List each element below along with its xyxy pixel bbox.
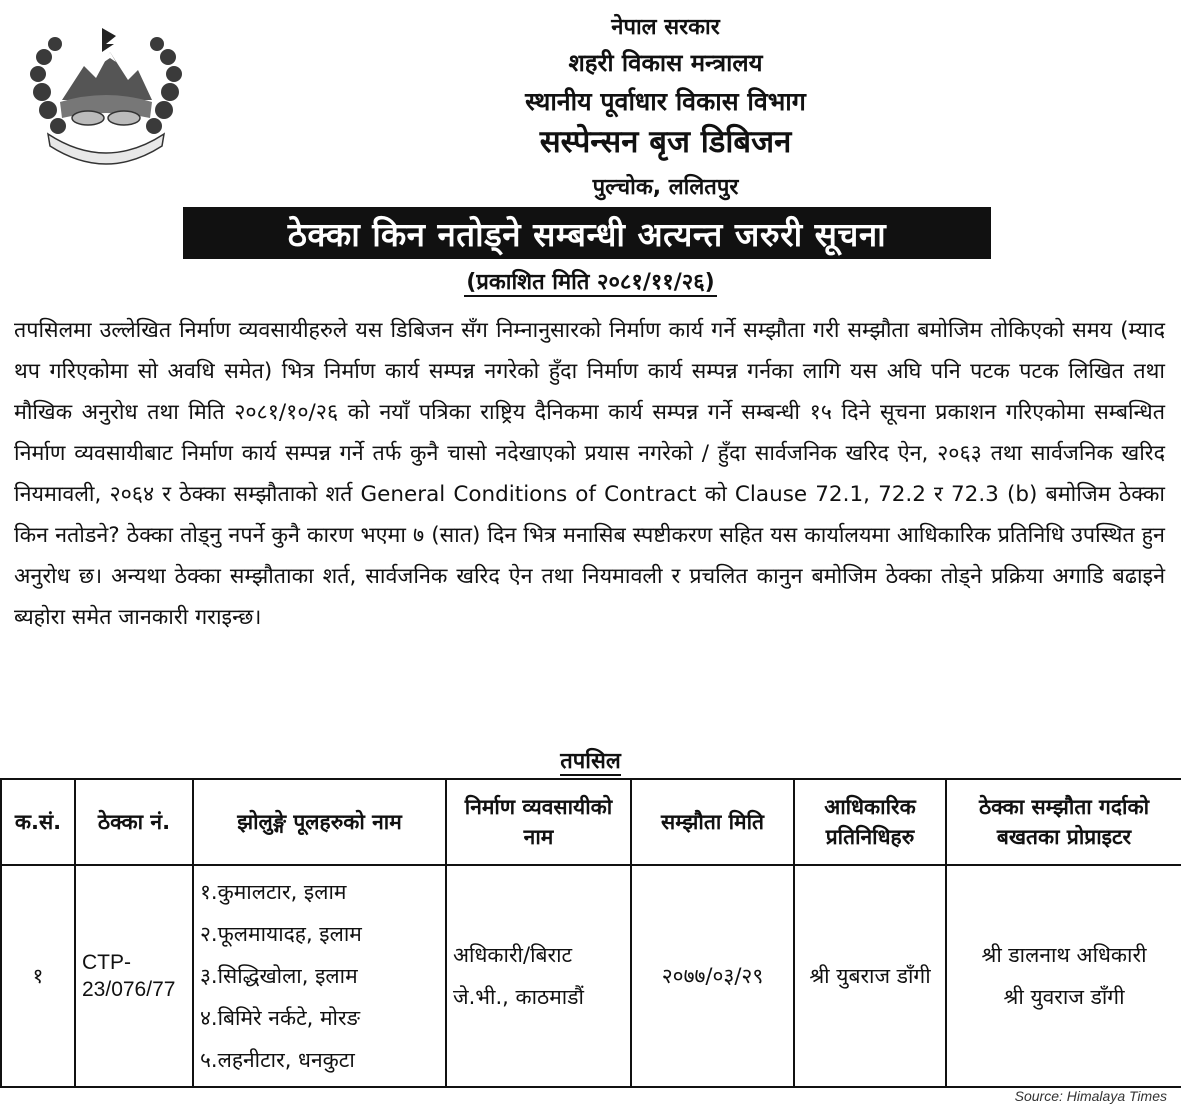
col-contract-no: ठेक्का नं. [75,779,193,865]
bridge-item: ३.सिद्धिखोला, इलाम [200,964,358,988]
bridge-item: ४.बिमिरे नर्कटे, मोरङ [200,1006,360,1030]
published-date [0,266,1181,296]
cell-bridge-names [193,865,446,1087]
col-contractor: निर्माण व्यवसायीको नाम [446,779,631,865]
department-name: स्थानीय पूर्वाधार विकास विभाग [525,86,806,116]
table-row [1,865,1181,1087]
proprietor-item: श्री युवराज डाँगी [1003,985,1125,1009]
cell-contract-no: CTP-23/076/77 [75,865,193,1087]
cell-representative: श्री युबराज डाँगी [794,865,946,1087]
letterhead [190,14,1141,201]
col-serial: क.सं. [1,779,75,865]
schedule-heading-text: तपसिल [560,749,621,774]
government-emblem [22,22,190,172]
notice-body: तपसिलमा उल्लेखित निर्माण व्यवसायीहरुले यस डिबिजन सँग निम्नानुसारको निर्माण कार्य गर्ने सम्झौता गरी सम्झौता बमोजिम तोकिएको समय (म्याद थप गरिएकोमा सो अवधि समेत) भित्र निर्माण कार्य सम्पन्न नगरेको हुँदा निर्माण कार्य सम्पन्न गर्नका लागि यस अघि पनि पटक पटक लिखित तथा मौखिक अनुरोध तथा मिति २०८१/१०/२६ को नयाँ पत्रिका राष्ट्रिय दैनिकमा कार्य सम्पन्न गर्ने सम्बन्धी १५ दिने सूचना प्रकाशन गरिएकोमा सम्बन्धित निर्माण व्यवसायीबाट निर्माण कार्य सम्पन्न गर्ने तर्फ कुनै चासो नदेखाएको प्रयास नगरेको / हुँदा सार्वजनिक खरिद ऐन, २०६३ तथा सार्वजनिक खरिद नियमावली, २०६४ र ठेक्का सम्झौताको शर्त General Conditions of Contract को Clause 72.1, 72.2 र 72.3 (b) बमोजिम ठेक्का किन नतोडने? ठेक्का तोड्नु नपर्ने कुनै कारण भएमा ७ (सात) दिन भित्र मनासिब स्पष्टीकरण सहित यस कार्यालयमा आधिकारिक प्रतिनिधि उपस्थित हुन अनुरोध छ। अन्यथा ठेक्का सम्झौताका शर्त, सार्वजनिक खरिद ऐन तथा नियमावली र प्रचलित कानुन बमोजिम ठेक्का तोड्ने प्रक्रिया अगाडि बढाइने ब्यहोरा समेत जानकारी गराइन्छ। [14,318,1165,630]
office-location: पुल्चोक, ललितपुर [592,174,739,200]
cell-serial: १ [1,865,75,1087]
cell-agreement-date: २०७७/०३/२९ [631,865,794,1087]
source-credit: Source: Himalaya Times [1014,1088,1167,1104]
schedule-heading [0,745,1181,775]
col-proprietors: ठेक्का सम्झौता गर्दाको बखतका प्रोप्राइटर [946,779,1181,865]
col-agreement-date: सम्झौता मिति [631,779,794,865]
notice-title: ठेक्का किन नतोड्ने सम्बन्धी अत्यन्त जरुरी सूचना [183,207,991,259]
cell-contractor: अधिकारी/बिराट जे.भी., काठमाडौं [446,865,631,1087]
proprietor-item: श्री डालनाथ अधिकारी [981,943,1147,967]
col-bridge-names: झोलुङ्गे पूलहरुको नाम [193,779,446,865]
table-header-row [1,779,1181,865]
bridge-item: २.फूलमायादह, इलाम [200,922,362,946]
bridge-item: ५.लहनीटार, धनकुटा [200,1048,355,1072]
col-representatives: आधिकारिक प्रतिनिधिहरु [794,779,946,865]
schedule-table [0,778,1181,1088]
ministry-name: शहरी विकास मन्त्रालय [568,48,763,77]
bridge-item: १.कुमालटार, इलाम [200,880,347,904]
division-name: सस्पेन्सन बृज डिबिजन [539,123,792,160]
cell-proprietors [946,865,1181,1087]
government-name: नेपाल सरकार [611,15,720,40]
published-date-text: (प्रकाशित मिति २०८१/११/२६) [466,270,715,295]
